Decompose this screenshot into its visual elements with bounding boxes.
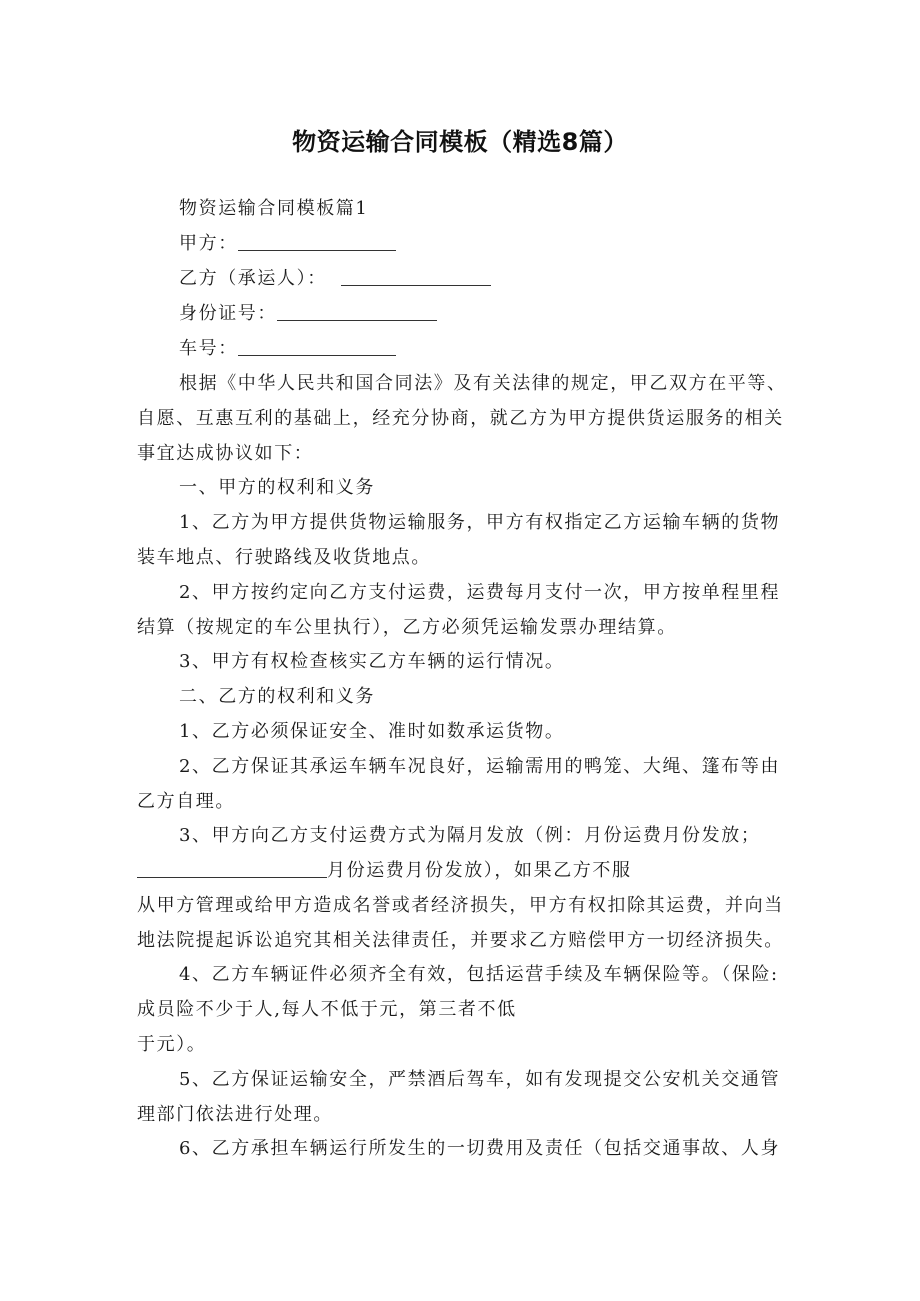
paragraph-line: 地法院提起诉讼追究其相关法律责任，并要求乙方赔偿甲方一切经济损失。: [137, 930, 784, 951]
paragraph-line: 3、甲方有权检查核实乙方车辆的运行情况。: [179, 651, 565, 672]
car-number-label: 车号：: [179, 338, 238, 359]
id-number-field: [179, 302, 437, 326]
party-b-label: 乙方（承运人）：: [179, 268, 327, 289]
paragraph-line: 1、乙方为甲方提供货物运输服务，甲方有权指定乙方运输车辆的货物: [179, 512, 781, 533]
paragraph-line: 结算（按规定的车公里执行），乙方必须凭运输发票办理结算。: [137, 617, 677, 638]
section-heading-a: 一、甲方的权利和义务: [179, 477, 375, 498]
party-a-blank: [238, 232, 396, 251]
paragraph-line: 2、甲方按约定向乙方支付运费，运费每月支付一次，甲方按单程里程: [179, 582, 781, 603]
paragraph-line: 6、乙方承担车辆运行所发生的一切费用及责任（包括交通事故、人身: [179, 1138, 781, 1159]
paragraph-line: 理部门依法进行处理。: [137, 1104, 333, 1125]
paragraph-line: 从甲方管理或给甲方造成名誉或者经济损失，甲方有权扣除其运费，并向当: [137, 895, 784, 916]
paragraph-line: 乙方自理。: [137, 791, 235, 812]
party-a-field: [179, 232, 396, 256]
paragraph-line: 5、乙方保证运输安全，严禁酒后驾车，如有发现提交公安机关交通管: [179, 1069, 781, 1090]
party-b-blank: [341, 267, 491, 286]
paragraph-line: 装车地点、行驶路线及收货地点。: [137, 547, 431, 568]
paragraph-line: 3、甲方向乙方支付运费方式为隔月发放（例：月份运费月份发放；: [179, 825, 761, 846]
car-number-field: [179, 337, 396, 361]
car-number-blank: [238, 337, 396, 356]
paragraph-line-with-blank: [137, 859, 632, 883]
paragraph-line: 事宜达成协议如下：: [137, 443, 314, 464]
section-heading: 物资运输合同模板篇1: [179, 198, 369, 219]
paragraph-line: 1、乙方必须保证安全、准时如数承运货物。: [179, 721, 565, 742]
paragraph-line: 自愿、互惠互利的基础上，经充分协商，就乙方为甲方提供货运服务的相关: [137, 408, 784, 429]
paragraph-line: 2、乙方保证其承运车辆车况良好，运输需用的鸭笼、大绳、篷布等由: [179, 756, 781, 777]
paragraph-line: 于元）。: [137, 1034, 207, 1055]
paragraph-line: 根据《中华人民共和国合同法》及有关法律的规定，甲乙双方在平等、: [179, 373, 787, 394]
id-number-blank: [277, 302, 437, 321]
paragraph-line: 成员险不少于人,每人不低于元，第三者不低: [137, 999, 517, 1020]
paragraph-line: 4、乙方车辆证件必须齐全有效，包括运营手续及车辆保险等。（保险:: [179, 964, 779, 985]
party-b-field: [179, 267, 491, 291]
document-title: 物资运输合同模板（精选8篇）: [292, 128, 628, 156]
section-heading-b: 二、乙方的权利和义务: [179, 686, 375, 707]
id-number-label: 身份证号：: [179, 303, 277, 324]
party-a-label: 甲方：: [179, 233, 238, 254]
month-blank: [137, 859, 327, 878]
paragraph-text: 月份运费月份发放），如果乙方不服: [327, 860, 632, 881]
